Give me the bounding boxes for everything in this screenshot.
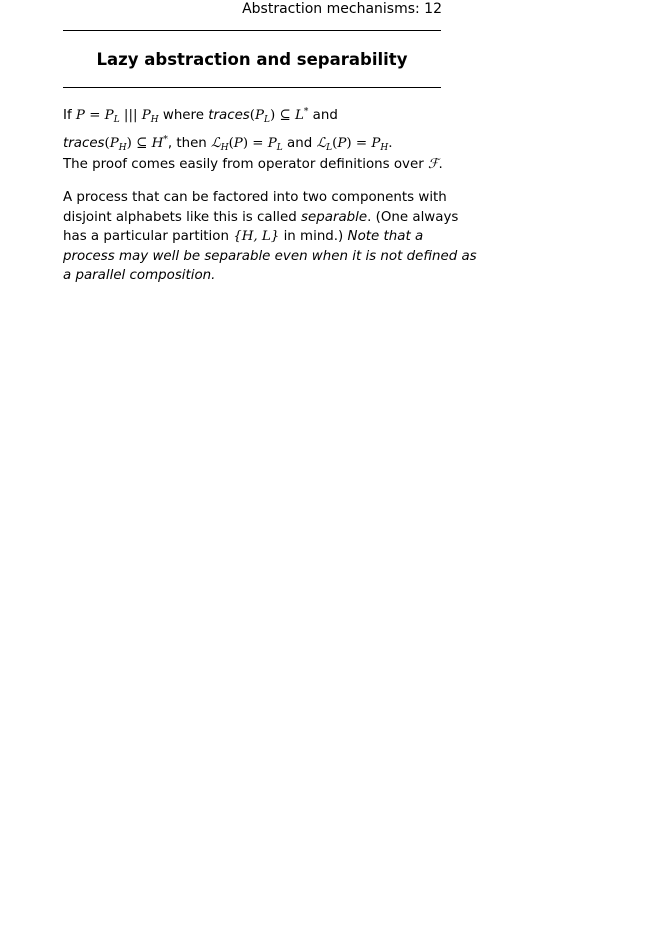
word-if: If	[63, 108, 76, 123]
math-p-h: P	[371, 135, 381, 151]
math-lparen: (	[228, 135, 234, 151]
word-and: and	[282, 135, 317, 151]
math-star: *	[163, 134, 168, 145]
title-top-rule	[63, 30, 441, 31]
math-failures-model: ℱ	[428, 157, 439, 172]
slide-title: Lazy abstraction and separability	[96, 50, 408, 69]
proof-note	[63, 155, 453, 175]
math-equals: =	[248, 135, 268, 151]
math-p: P	[75, 108, 85, 123]
definition-text: has a particular partition	[63, 229, 234, 245]
math-interleave: |||	[119, 108, 142, 123]
definition-line-2	[63, 208, 459, 228]
math-rparen: )	[242, 135, 249, 151]
proof-text: The proof comes easily from operator definitions over	[63, 157, 428, 172]
word-then: , then	[167, 135, 212, 151]
separability-statement	[63, 103, 453, 158]
math-subscript-l: L	[264, 115, 271, 125]
term-separable: separable	[301, 209, 368, 225]
math-subscript-h: H	[380, 142, 389, 153]
definition-line-3	[63, 227, 453, 247]
math-traces: traces	[208, 108, 250, 123]
definition-text: . (One always	[367, 209, 459, 225]
math-rparen: )	[346, 135, 352, 151]
proof-line	[63, 155, 453, 175]
definition-line-5: a parallel composition.	[63, 268, 216, 284]
math-star: *	[303, 107, 309, 117]
math-equals: =	[351, 135, 372, 151]
math-p-h: P	[141, 108, 151, 123]
title-bottom-rule	[63, 87, 441, 88]
running-head: Abstraction mechanisms: 12	[242, 1, 442, 17]
math-subscript-h: H	[118, 142, 127, 153]
math-p-l: P	[267, 135, 277, 151]
math-p: P	[233, 135, 243, 151]
math-lparen: (	[332, 135, 338, 151]
word-and: and	[308, 108, 338, 123]
math-subscript-h: H	[220, 142, 229, 153]
math-p-l: P	[255, 108, 265, 123]
definition-line-1: A process that can be factored into two components with	[63, 190, 447, 205]
note-text: Note that a	[347, 229, 424, 245]
math-subscript-l: L	[113, 115, 120, 125]
definition-text: in mind.)	[279, 229, 348, 245]
math-h: H	[151, 135, 164, 151]
word-where: where	[158, 108, 209, 123]
math-equals: =	[84, 108, 105, 123]
math-rparen: )	[126, 135, 132, 151]
math-subseteq: ⊆	[131, 135, 152, 151]
math-partition-set: {H, L}	[233, 229, 280, 245]
math-subscript-l: L	[276, 142, 283, 153]
separable-definition	[63, 188, 477, 286]
math-lazy-abstraction: ℒ	[316, 135, 327, 151]
math-lparen: (	[104, 135, 110, 151]
math-subscript-h: H	[150, 115, 159, 125]
math-p-h: P	[109, 135, 119, 151]
definition-text: disjoint alphabets like this is called	[63, 209, 302, 225]
statement-line-1	[63, 103, 453, 131]
math-period: .	[388, 135, 393, 151]
proof-period: .	[438, 157, 443, 172]
math-lazy-abstraction: ℒ	[211, 135, 221, 151]
math-p: P	[337, 135, 347, 151]
math-subseteq: ⊆	[275, 108, 295, 123]
math-l: L	[295, 108, 304, 123]
definition-line-4: process may well be separable even when it is not defined as	[63, 248, 477, 264]
math-subscript-l: L	[326, 142, 333, 153]
math-lparen: (	[249, 108, 256, 123]
math-p-l: P	[104, 108, 114, 123]
math-traces: traces	[63, 135, 105, 151]
math-rparen: )	[270, 108, 276, 123]
